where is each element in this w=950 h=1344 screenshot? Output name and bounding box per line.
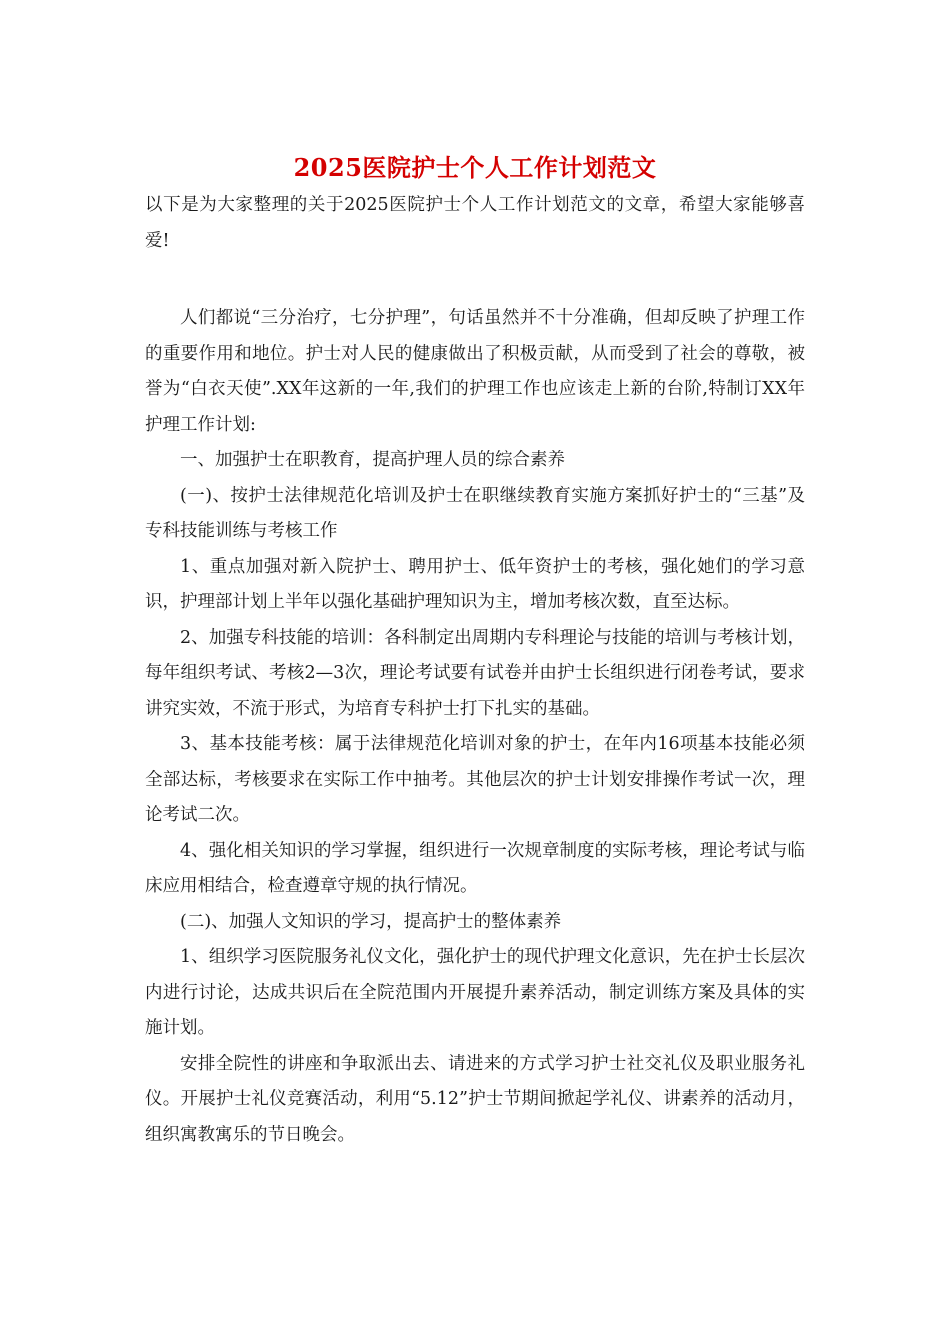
body-paragraph: 4、强化相关知识的学习掌握，组织进行一次规章制度的实际考核，理论考试与临床应用相结合，检查遵章守规的执行情况。 xyxy=(145,840,805,896)
document-page xyxy=(145,150,805,1153)
body-paragraph: 安排全院性的讲座和争取派出去、请进来的方式学习护士社交礼仪及职业服务礼仪。开展护士礼仪竞赛活动，利用“5.12”护士节期间掀起学礼仪、讲素养的活动月，组织寓教寓乐的节日晚会。 xyxy=(145,1053,805,1145)
paragraph-gap xyxy=(145,259,805,301)
subsection-heading: (二)、加强人文知识的学习，提高护士的整体素养 xyxy=(180,911,562,932)
section-heading: 一、加强护士在职教育，提高护理人员的综合素养 xyxy=(180,450,565,470)
body-paragraph: 人们都说“三分治疗，七分护理”，句话虽然并不十分准确，但却反映了护理工作的重要作用和地位。护士对人民的健康做出了积极贡献，从而受到了社会的尊敬，被誉为“白衣天使”.XX年这新的一年,我们的护理工作也应该走上新的台阶,特制订XX年护理工作计划: xyxy=(145,308,805,435)
body-paragraph: 1、重点加强对新入院护士、聘用护士、低年资护士的考核，强化她们的学习意识，护理部计划上半年以强化基础护理知识为主，增加考核次数，直至达标。 xyxy=(145,556,805,612)
body-paragraph: 1、组织学习医院服务礼仪文化，强化护士的现代护理文化意识，先在护士长层次内进行讨论，达成共识后在全院范围内开展提升素养活动，制定训练方案及具体的实施计划。 xyxy=(145,947,805,1038)
document-title: 2025医院护士个人工作计划范文 xyxy=(293,153,657,182)
subsection-heading: (一)、按护士法律规范化培训及护士在职继续教育实施方案抓好护士的“三基”及专科技能训练与考核工作 xyxy=(145,485,805,541)
intro-paragraph: 以下是为大家整理的关于2025医院护士个人工作计划范文的文章，希望大家能够喜爱! xyxy=(145,195,805,251)
body-paragraph: 2、加强专科技能的培训：各科制定出周期内专科理论与技能的培训与考核计划，每年组织考试、考核2—3次，理论考试要有试卷并由护士长组织进行闭卷考试，要求讲究实效，不流于形式，为培育专科护士打下扎实的基础。 xyxy=(145,627,805,719)
body-paragraph: 3、基本技能考核：属于法律规范化培训对象的护士，在年内16项基本技能必须全部达标，考核要求在实际工作中抽考。其他层次的护士计划安排操作考试一次，理论考试二次。 xyxy=(145,734,805,825)
